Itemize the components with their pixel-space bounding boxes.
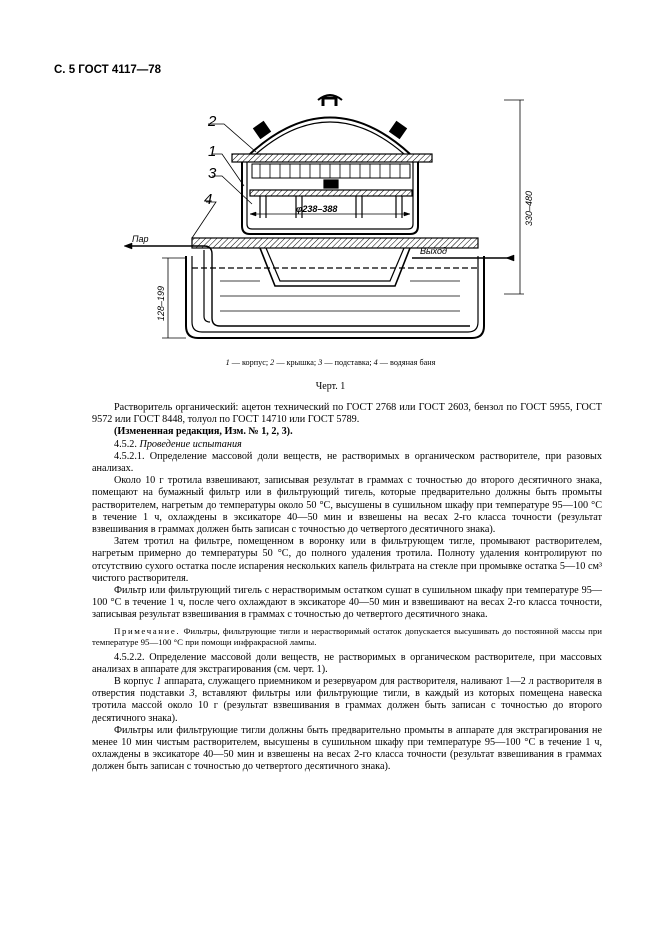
paragraph-4-5-2-1: 4.5.2.1. Определение массовой доли веществ, не растворимых в органическом растворителе, при разовых анализах. — [92, 450, 602, 475]
height-label-right: 330–480 — [524, 190, 534, 226]
steam-out-label: Выход — [420, 246, 448, 256]
callout-4: 4 — [204, 191, 213, 208]
paragraph-prewash: Фильтры или фильтрующие тигли должны быть предварительно промыты в аппарате для экстрагирования не менее 10 мин чистым растворителем, высушены в сушильном шкафу при температуре 95—100 °С в течение 1 ч, охлаждены в эксикаторе 40—50 мин и взвешены на весах 2-го класса точности (результат взвешивания в граммах должен быть записан с точностью до четвертого десятичного знака). — [92, 724, 602, 773]
section-4-5-2: 4.5.2. Проведение испытания — [114, 438, 242, 450]
height-label-left: 128–199 — [156, 285, 166, 321]
paragraph-4-5-2-2: 4.5.2.2. Определение массовой доли веществ, не растворимых в органическом растворителе, при массовых анализах в аппарате для экстрагирования (см. черт. 1). — [92, 651, 602, 675]
callout-2: 2 — [208, 113, 217, 130]
body-text — [92, 402, 602, 774]
callout-3: 3 — [208, 165, 217, 182]
callout-1: 1 — [208, 143, 217, 160]
page-header: С. 5 ГОСТ 4117—78 — [54, 64, 162, 76]
note: Примечание. Фильтры, фильтрующие тигли и нерастворимый остаток допускается высушивать до постоянной массы при температуре 95—100 °С при помощи инфракрасной лампы. — [92, 625, 602, 647]
paragraph-weighing: Около 10 г тротила взвешивают, записывая результат в граммах с точностью до второго десятичного знака, помещают на бумажный фильтр или в фильтрующий тигель, которые предварительно должны быть промыты растворителем, нагретым до температуры около 50 °С, высушены в сушильном шкафу при температуре 95—100 °С в течение 1 ч, охлаждены в эксикаторе 40—50 мин и взвешены на весах 2-го класса точности (результат взвешивания в граммах должен быть записан с точностью до четвертого десятичного знака). — [92, 475, 602, 536]
paragraph-apparatus: В корпус 1 аппарата, служащего приемником и резервуаром для растворителя, наливают 1—2 л растворителя в отверстия подставки 3, вставляют фильтры или фильтрующие тигли, в каждый из которых помещена навеска тротила массой около 10 г (результат взвешивания в граммах должен быть записан с точностью до второго десятичного знака). — [92, 676, 602, 724]
paragraph-washing: Затем тротил на фильтре, помещенном в воронку или в фильтрующем тигле, промывают растворителем, нагретым примерно до температуры 50 °С, до полного удаления тротила. Полноту удаления контролируют по отсутствию сухого остатка после испарения нескольких капель фильтрата на стекле при промывке остатка 5—10 см³ чистого растворителя. — [92, 536, 602, 584]
paragraph-amendment: (Измененная редакция, Изм. № 1, 2, 3). — [114, 426, 293, 438]
figure-title: Черт. 1 — [315, 381, 346, 392]
figure-caption: 1 — корпус; 2 — крышка; 3 — подставка; 4 — водяная баня — [225, 358, 436, 367]
diameter-label: φ238–388 — [296, 204, 338, 214]
steam-in-label: Пар — [132, 234, 149, 244]
apparatus-drawing — [120, 86, 540, 351]
paragraph-drying: Фильтр или фильтрующий тигель с нерастворимым остатком сушат в сушильном шкафу при температуре 95—100 °С в течение 1 ч, после чего охлаждают в эксикаторе 40—50 мин и взвешивают на весах 2-го класса точности, записывая результат взвешивания в граммах с точностью до четвертого десятичного знака. — [92, 585, 602, 621]
paragraph-solvent: Растворитель органический: ацетон технический по ГОСТ 2768 или ГОСТ 2603, бензол по ГОСТ 5955, ГОСТ 9572 или ГОСТ 8448, толуол по ГОСТ 14710 или ГОСТ 5789. — [92, 402, 602, 426]
